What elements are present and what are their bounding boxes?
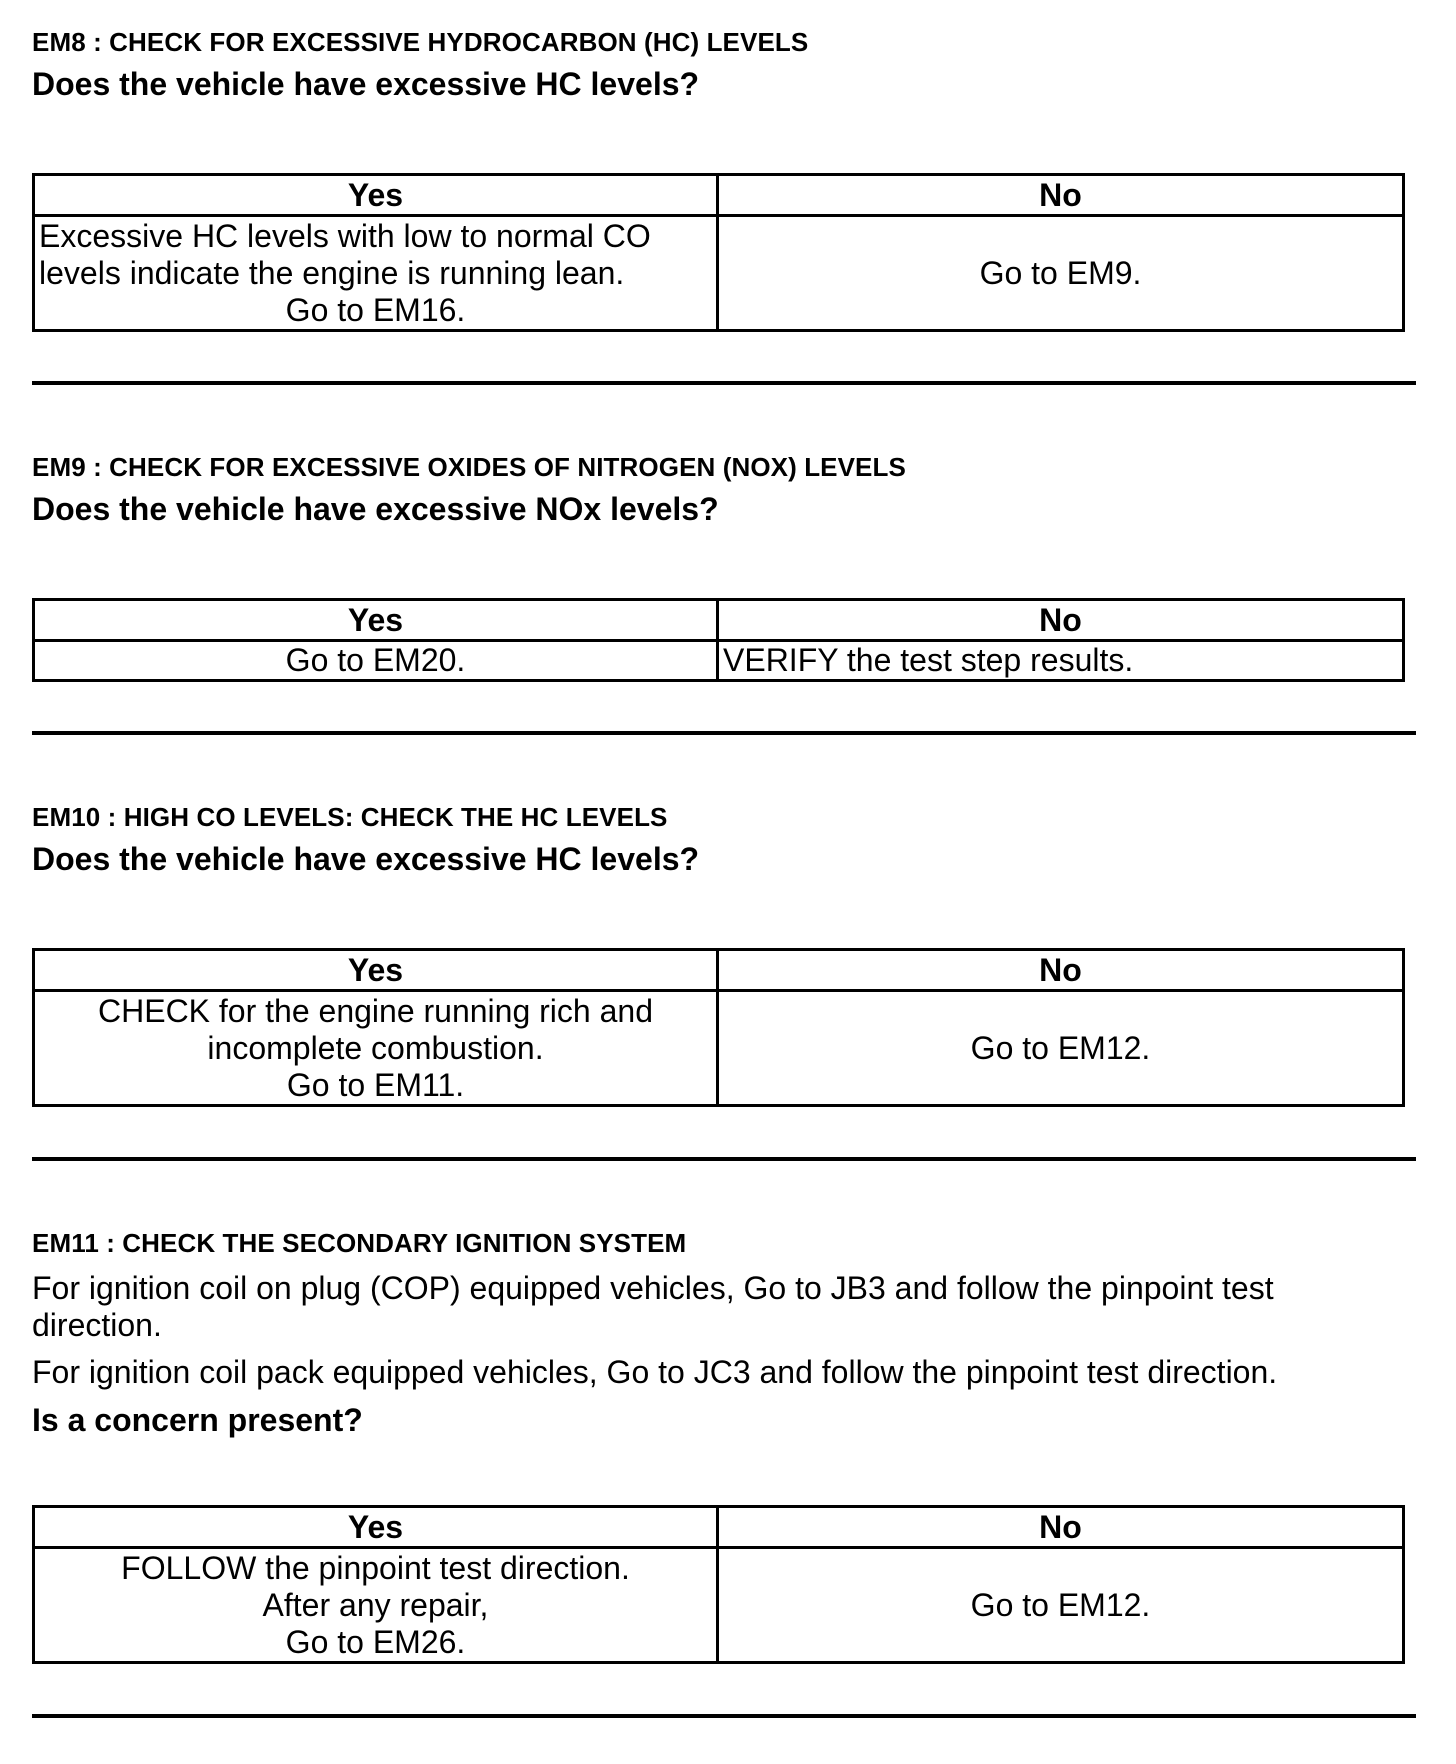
yes-header: Yes	[34, 175, 718, 216]
yes-line: CHECK for the engine running rich and	[98, 992, 653, 1029]
yes-line: levels indicate the engine is running lean.	[39, 254, 625, 291]
no-cell: Go to EM9.	[718, 216, 1404, 331]
section-em8	[32, 27, 1412, 103]
decision-table-em10	[32, 948, 1405, 1107]
no-header: No	[718, 600, 1404, 641]
yes-cell	[34, 1548, 718, 1663]
section-em11	[32, 1228, 1412, 1439]
yes-line: FOLLOW the pinpoint test direction.	[121, 1549, 630, 1586]
yes-header: Yes	[34, 950, 718, 991]
yes-cell	[34, 216, 718, 331]
section-em10	[32, 802, 1412, 878]
yes-line: After any repair,	[262, 1586, 489, 1623]
question-em8: Does the vehicle have excessive HC levels?	[32, 66, 700, 102]
section-divider	[32, 1714, 1416, 1718]
instruction-paragraph: For ignition coil on plug (COP) equipped vehicles, Go to JB3 and follow the pinpoint test direction.	[32, 1270, 1274, 1343]
yes-cell	[34, 991, 718, 1106]
section-em9	[32, 452, 1412, 528]
yes-line: Excessive HC levels with low to normal CO	[39, 217, 651, 254]
question-em11: Is a concern present?	[32, 1402, 363, 1438]
yes-header: Yes	[34, 600, 718, 641]
yes-line: Go to EM26.	[285, 1623, 466, 1660]
yes-line: incomplete combustion.	[207, 1029, 544, 1066]
decision-table-em9	[32, 598, 1405, 682]
no-header: No	[718, 175, 1404, 216]
question-em9: Does the vehicle have excessive NOx levels?	[32, 491, 719, 527]
no-cell: Go to EM12.	[718, 991, 1404, 1106]
instruction-paragraph: For ignition coil pack equipped vehicles, Go to JC3 and follow the pinpoint test direction.	[32, 1354, 1278, 1390]
decision-table-em11	[32, 1505, 1405, 1664]
yes-line: Go to EM11.	[286, 1066, 465, 1103]
decision-table-em8	[32, 173, 1405, 332]
no-cell: Go to EM12.	[718, 1548, 1404, 1663]
no-cell: VERIFY the test step results.	[718, 641, 1404, 681]
question-em10: Does the vehicle have excessive HC levels?	[32, 841, 700, 877]
yes-cell: Go to EM20.	[34, 641, 718, 681]
section-divider	[32, 1157, 1416, 1161]
no-header: No	[718, 1507, 1404, 1548]
section-divider	[32, 381, 1416, 385]
yes-header: Yes	[34, 1507, 718, 1548]
section-divider	[32, 731, 1416, 735]
step-title-em8: EM8 : CHECK FOR EXCESSIVE HYDROCARBON (HC) LEVELS	[32, 27, 809, 57]
step-title-em11: EM11 : CHECK THE SECONDARY IGNITION SYSTEM	[32, 1228, 687, 1258]
step-title-em9: EM9 : CHECK FOR EXCESSIVE OXIDES OF NITROGEN (NOX) LEVELS	[32, 452, 906, 482]
step-title-em10: EM10 : HIGH CO LEVELS: CHECK THE HC LEVELS	[32, 802, 668, 832]
yes-line: Go to EM16.	[285, 291, 466, 328]
no-header: No	[718, 950, 1404, 991]
